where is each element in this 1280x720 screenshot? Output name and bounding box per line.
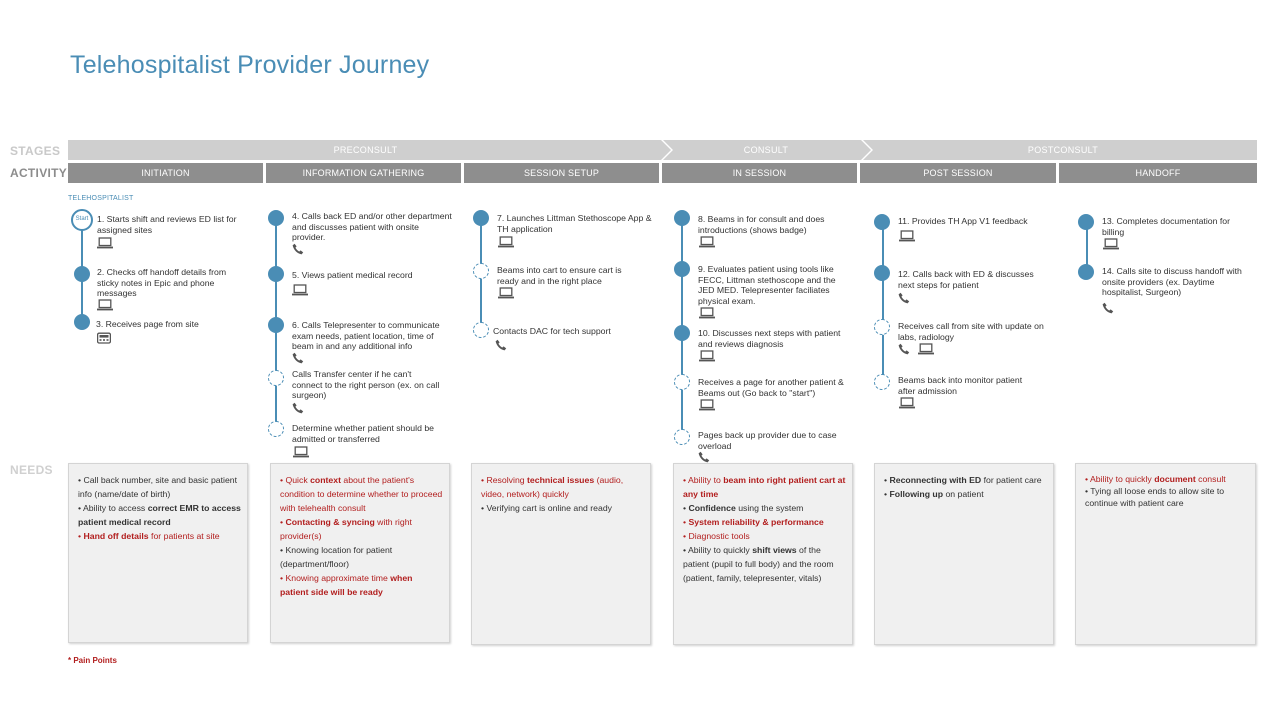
role-label: TELEHOSPITALIST <box>68 195 134 202</box>
step-10b-text: Pages back up provider due to case overload <box>698 430 837 451</box>
need-item: • Call back number, site and basic patient info (name/date of birth) <box>78 475 238 499</box>
step-node <box>674 325 690 341</box>
phone-icon <box>698 451 710 463</box>
phone-icon <box>495 339 507 351</box>
step-10a-text: Receives a page for another patient & Beams out (Go back to "start") <box>698 377 844 398</box>
needs-box-in-session <box>673 463 853 645</box>
step-node <box>473 210 489 226</box>
need-item: • Following up on patient <box>884 489 984 499</box>
step-1-text: 1. Starts shift and reviews ED list for assigned sites <box>97 214 237 235</box>
step-7-text: 7. Launches Littman Stethoscope App & TH application <box>497 213 652 234</box>
needs-box-post-session <box>874 463 1054 645</box>
step-node <box>674 210 690 226</box>
need-item-pain-point: • Hand off details for patients at site <box>78 531 220 541</box>
phone-icon <box>292 243 304 255</box>
laptop-icon <box>498 236 514 248</box>
need-item-pain-point: • Contacting & syncing with right provider(s) <box>280 517 412 541</box>
needs-box-handoff <box>1075 463 1256 645</box>
step-node <box>268 210 284 226</box>
activity-handoff: HANDOFF <box>1059 163 1257 183</box>
need-item-pain-point: • System reliability & performance <box>683 517 824 527</box>
activity-session-setup: SESSION SETUP <box>464 163 659 183</box>
stage-bar <box>68 140 1258 160</box>
activity-post-session: POST SESSION <box>860 163 1056 183</box>
step-node-optional <box>874 374 890 390</box>
phone-icon <box>898 292 910 304</box>
step-node-optional <box>874 319 890 335</box>
need-item: • Reconnecting with ED for patient care <box>884 475 1042 485</box>
need-item-pain-point: • Ability to quickly document consult <box>1085 474 1226 484</box>
step-12a-text: Receives call from site with update on labs, radiology <box>898 321 1044 342</box>
laptop-icon <box>97 237 113 249</box>
laptop-icon <box>699 350 715 362</box>
step-node-optional <box>473 263 489 279</box>
step-node-optional <box>674 429 690 445</box>
step-12-text: 12. Calls back with ED & discusses next steps for patient <box>898 269 1034 290</box>
activity-in-session: IN SESSION <box>662 163 857 183</box>
laptop-icon <box>918 343 934 355</box>
step-12b-text: Beams back into monitor patient after admission <box>898 375 1023 396</box>
laptop-icon <box>699 399 715 411</box>
stage-label-preconsult: PRECONSULT <box>333 145 398 155</box>
need-item-pain-point: • Quick context about the patient's condition to determine whether to proceed with telehealth consult <box>280 475 443 513</box>
need-item: • Tying all loose ends to allow site to continue with patient care <box>1085 486 1225 508</box>
stage-label-postconsult: POSTCONSULT <box>1027 145 1099 155</box>
step-node <box>1078 214 1094 230</box>
step-node <box>674 261 690 277</box>
step-8-text: 8. Beams in for consult and does introductions (shows badge) <box>698 214 825 235</box>
stages-row-label: STAGES <box>10 144 61 158</box>
needs-box-information-gathering <box>270 463 450 643</box>
need-item-pain-point: • Resolving technical issues (audio, video, network) quickly <box>481 475 624 499</box>
pain-points-legend: * Pain Points <box>68 656 117 665</box>
step-node <box>74 266 90 282</box>
step-2-text: 2. Checks off handoff details from sticky notes in Epic and phone messages <box>97 267 227 298</box>
laptop-icon <box>292 284 308 296</box>
phone-icon <box>1102 302 1114 314</box>
need-item: • Ability to access correct EMR to access patient medical record <box>78 503 241 527</box>
activity-row-label: ACTIVITY <box>10 166 68 180</box>
step-9-text: 9. Evaluates patient using tools like FECC, Littman stethoscope and the JED MED. Telepresenter faciliates physical exam. <box>698 264 836 306</box>
need-item: • Ability to quickly shift views of the patient (pupil to full body) and the room (patient, family, telepresenter, vitals) <box>683 545 834 583</box>
laptop-icon <box>1103 238 1119 250</box>
laptop-icon <box>699 307 715 319</box>
step-node <box>268 317 284 333</box>
need-item: • Knowing location for patient (department/floor) <box>280 545 393 569</box>
phone-icon <box>292 352 304 364</box>
start-node: Start <box>71 209 93 231</box>
step-11-text: 11. Provides TH App V1 feedback <box>898 216 1028 226</box>
pager-icon <box>97 332 111 344</box>
step-7a-text: Beams into cart to ensure cart is ready and in the right place <box>497 265 622 286</box>
step-6b-text: Determine whether patient should be admitted or transferred <box>292 423 434 444</box>
step-14-text: 14. Calls site to discuss handoff with onsite providers (ex. Daytime hospitalist, Surgeon) <box>1102 266 1242 297</box>
step-node <box>268 266 284 282</box>
step-node <box>74 314 90 330</box>
activity-information-gathering: INFORMATION GATHERING <box>266 163 461 183</box>
need-item: • Verifying cart is online and ready <box>481 503 613 513</box>
phone-icon <box>898 343 910 355</box>
need-item-pain-point: • Knowing approximate time when patient side will be ready <box>280 573 413 597</box>
laptop-icon <box>699 236 715 248</box>
step-node-optional <box>268 421 284 437</box>
step-node-optional <box>473 322 489 338</box>
timeline-post-session <box>882 222 884 383</box>
needs-box-initiation <box>68 463 248 643</box>
step-node-optional <box>674 374 690 390</box>
stage-label-consult: CONSULT <box>743 145 789 155</box>
step-5-text: 5. Views patient medical record <box>292 270 413 280</box>
laptop-icon <box>899 397 915 409</box>
step-6a-text: Calls Transfer center if he can't connect to the right person (ex. on call surgeon) <box>292 369 440 400</box>
step-13-text: 13. Completes documentation for billing <box>1102 216 1230 237</box>
need-item-pain-point: • Ability to beam into right patient cart at any time <box>683 475 846 499</box>
laptop-icon <box>899 230 915 242</box>
step-7b-text: Contacts DAC for tech support <box>493 326 611 336</box>
step-node <box>874 214 890 230</box>
need-item-pain-point: • Diagnostic tools <box>683 531 750 541</box>
needs-box-session-setup <box>471 463 651 645</box>
step-node <box>874 265 890 281</box>
step-3-text: 3. Receives page from site <box>96 319 199 329</box>
page-title: Telehospitalist Provider Journey <box>70 51 430 79</box>
need-item: • Confidence using the system <box>683 503 804 513</box>
step-node <box>1078 264 1094 280</box>
step-4-text: 4. Calls back ED and/or other department and discusses patient with onsite provider. <box>292 211 452 242</box>
step-6-text: 6. Calls Telepresenter to communicate exam needs, patient location, time of beam in and any additional info <box>292 320 440 351</box>
phone-icon <box>292 402 304 414</box>
needs-row-label: NEEDS <box>10 463 53 477</box>
step-node-optional <box>268 370 284 386</box>
step-10-text: 10. Discusses next steps with patient and reviews diagnosis <box>698 328 841 349</box>
laptop-icon <box>293 446 309 458</box>
laptop-icon <box>97 299 113 311</box>
laptop-icon <box>498 287 514 299</box>
activity-initiation: INITIATION <box>68 163 263 183</box>
